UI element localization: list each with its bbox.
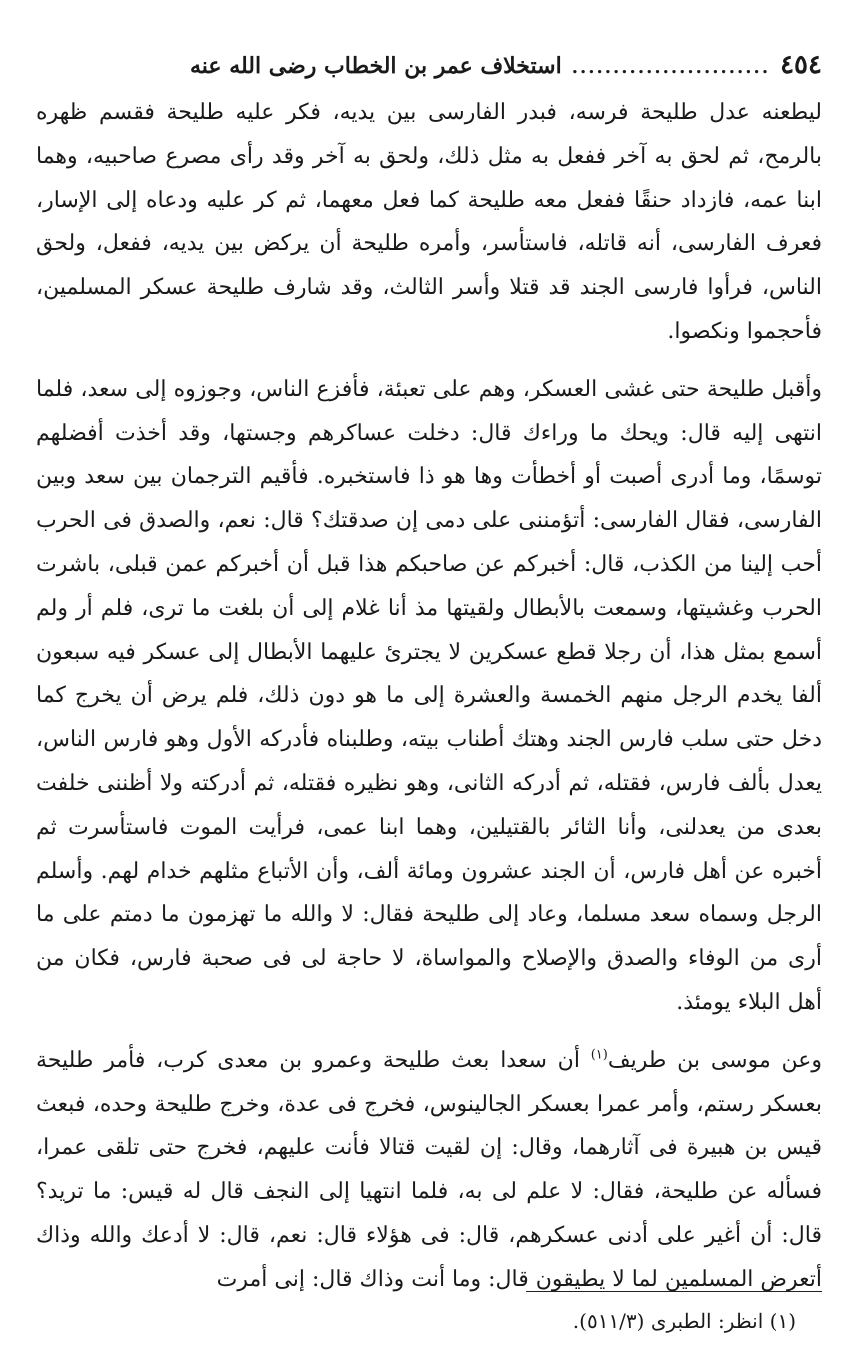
footnote-reference: (١)	[590, 1047, 608, 1063]
page-header	[36, 48, 822, 85]
footnote: (١) انظر: الطبرى (٥١١/٣).	[572, 1309, 796, 1333]
paragraph-3	[36, 1039, 822, 1302]
paragraph-2: وأقبل طليحة حتى غشى العسكر، وهم على تعبئة، فأفزع الناس، وجوزوه إلى سعد، فلما انتهى إليه قال: ويحك ما وراءك قال: دخلت عساكرهم وجستها، وقد أخذت أفضلهم توسمًا، وما أدرى أصبت أو أخطأت وها هو ذا فاستخبره. فأقيم الترجمان بين سعد وبين الفارسى، فقال الفارسى: أتؤمننى على دمى إن صدقتك؟ قال: نعم، والصدق فى الحرب أحب إلينا من الكذب، قال: أخبركم عن صاحبكم هذا قبل أن أخبركم عمن قبلى، باشرت الحرب وغشيتها، وسمعت بالأبطال ولقيتها مذ أنا غلام إلى أن بلغت ما ترى، فلم أر ولم أسمع بمثل هذا، أن رجلا قطع عسكرين لا يجترئ عليهما الأبطال إلى عسكر فيه سبعون ألفا يخدم الرجل منهم الخمسة والعشرة إلى ما هو دون ذلك، فلم يرض أن يخرج كما دخل حتى سلب فارس الجند وهتك أطناب بيته، وطلبناه فأدركه الأول وهو فارس الناس، يعدل بألف فارس، فقتله، ثم أدركه الثانى، وهو نظيره فقتله، ثم أدركته ولا أظننى خلفت بعدى من يعدلنى، وأنا الثائر بالقتيلين، وهما ابنا عمى، فرأيت الموت فاستأسرت ثم أخبره عن أهل فارس، أن الجند عشرون ومائة ألف، وأن الأتباع مثلهم خدام لهم. وأسلم الرجل وسماه سعد مسلما، وعاد إلى طليحة فقال: لا والله ما تهزمون ما دمتم على ما أرى من الوفاء والصدق والإصلاح والمواساة، لا حاجة لى فى صحبة فارس، فكان من أهل البلاء يومئذ.	[36, 376, 822, 1015]
running-title: استخلاف عمر بن الخطاب رضى الله عنه	[189, 53, 562, 79]
header-leader-dots: ........................	[571, 57, 771, 78]
footnote-divider	[526, 1291, 822, 1292]
page-number: ٤٥٤	[780, 50, 822, 80]
paragraph-1: ليطعنه عدل طليحة فرسه، فبدر الفارسى بين يديه، فكر عليه طليحة فقسم ظهره بالرمح، ثم لحق به آخر ففعل به مثل ذلك، ولحق به آخر وقد رأى مصرع صاحبيه، وهما ابنا عمه، فازداد حنقًا ففعل معه طليحة كما فعل معهما، ثم كر عليه ودعاه إلى الإسار، فعرف الفارسى، أنه قاتله، فاستأسر، وأمره طليحة أن يركض بين يديه، ففعل، ولحق الناس، فرأوا فارسى الجند قد قتلا وأسر الثالث، وقد شارف طليحة عسكر المسلمين، فأحجموا ونكصوا.	[36, 100, 822, 344]
paragraph-3-body: أن سعدا بعث طليحة وعمرو بن معدى كرب، فأمر طليحة بعسكر رستم، وأمر عمرا بعسكر الجالينوس، فخرج فى عدة، وخرج طليحة وحده، فبعث قيس بن هبيرة فى آثارهما، وقال: إن لقيت قتالا فأنت عليهم، فخرج حتى تلقى عمرا، فسأله عن طليحة، فقال: لا علم لى به، فلما انتهيا إلى النجف قال له قيس: ما تريد؟ قال: أن أغير على أدنى عسكرهم، قال: فى هؤلاء قال: نعم، قال: لا أدعك والله وذاك أتعرض المسلمين لما لا يطيقون قال: وما أنت وذاك قال: إنى أمرت	[36, 1047, 822, 1292]
paragraph-3-opening: وعن موسى بن طريف	[607, 1047, 823, 1073]
